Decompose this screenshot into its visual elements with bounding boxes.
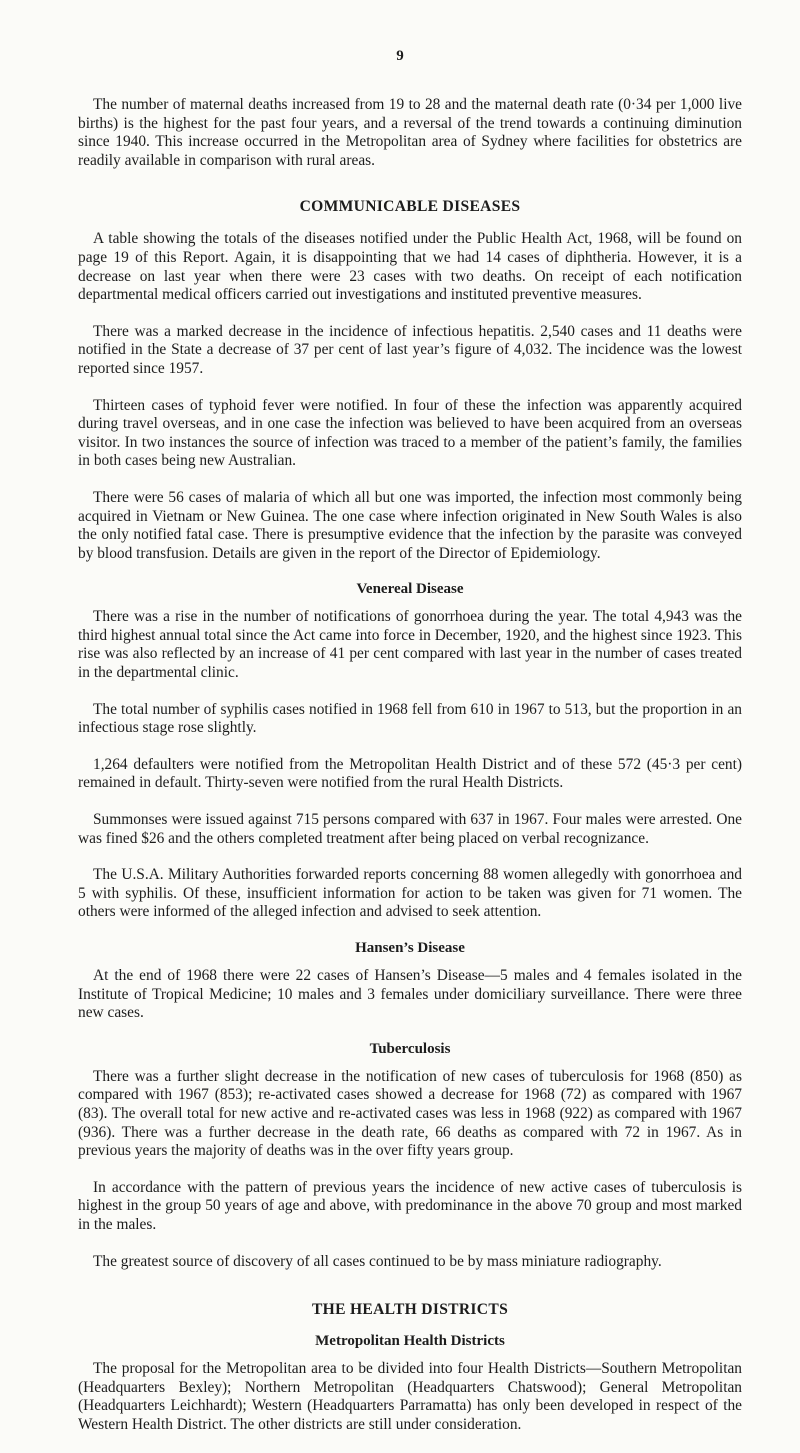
tuberculosis-paragraph-3: The greatest source of discovery of all cases continued to be by mass miniature radiography. <box>93 1252 662 1270</box>
health-districts-heading: THE HEALTH DISTRICTS <box>311 1301 509 1319</box>
intro-paragraph: The number of maternal deaths increased from 19 to 28 and the maternal death rate (0·34 per 1,000 live births) is the highest for the past four years, and a reversal of the trend towards a continuing diminution since 1940. This increase occurred in the Metropolitan area of Sydney where facilities for obstetrics are readily available in comparison with rural areas. <box>78 96 742 169</box>
communicable-paragraph-2: There was a marked decrease in the incidence of infectious hepatitis. 2,540 cases and 11 deaths were notified in the State a decrease of 37 per cent of last year’s figure of 4,032. The incidence was the lowest reported since 1957. <box>78 322 742 377</box>
venereal-paragraph-4: Summonses were issued against 715 persons compared with 637 in 1967. Four males were arrested. One was fined $26 and the others completed treatment after being placed on verbal recognizance. <box>78 811 742 847</box>
venereal-disease-heading: Venereal Disease <box>356 581 464 598</box>
document-body <box>78 96 742 1453</box>
communicable-paragraph-1: A table showing the totals of the diseases notified under the Public Health Act, 1968, will be found on page 19 of this Report. Again, it is disappointing that we had 14 cases of diphtheria. However, it is a decrease on last year when there were 23 cases with two deaths. On receipt of each notification departmental medical officers carried out investigations and instituted preventive measures. <box>78 230 742 304</box>
tuberculosis-paragraph-2: In accordance with the pattern of previous years the incidence of new active cases of tuberculosis is highest in the group 50 years of age and above, with predominance in the above 70 group and most marked in the males. <box>78 1178 742 1233</box>
venereal-paragraph-2: The total number of syphilis cases notified in 1968 fell from 610 in 1967 to 513, but the proportion in an infectious stage rose slightly. <box>78 700 742 737</box>
venereal-paragraph-3: 1,264 defaulters were notified from the Metropolitan Health District and of these 572 (45·3 per cent) remained in default. Thirty-seven were notified from the rural Health Districts. <box>78 755 742 792</box>
communicable-paragraph-3: Thirteen cases of typhoid fever were notified. In four of these the infection was apparently acquired during travel overseas, and in one case the infection was believed to have been acquired from an overseas visitor. In two instances the source of infection was traced to a member of the patient’s family, the families in both cases being new Australian. <box>78 396 742 470</box>
health-districts-paragraph-1: The proposal for the Metropolitan area to be divided into four Health Districts—Southern Metropolitan (Headquarters Bexley); Northern Metropolitan (Headquarters Chatswood); General Metropolitan (Headquarters Leichhardt); Western (Headquarters Parramatta) has only been developed in respect of the Western Health District. The other districts are still under consideration. <box>78 1360 742 1433</box>
hansens-disease-heading: Hansen’s Disease <box>355 940 465 956</box>
tuberculosis-paragraph-1: There was a further slight decrease in the notification of new cases of tuberculosis for 1968 (850) as compared with 1967 (853); re-activated cases showed a decrease for 1968 (72) as compared with 1967 (83). The overall total for new active and re-activated cases was less in 1968 (922) as compared with 1967 (936). There was a further decrease in the death rate, 66 deaths as compared with 72 in 1967. As in previous years the majority of deaths was in the over fifty years group. <box>78 1067 742 1160</box>
venereal-paragraph-1: There was a rise in the number of notifications of gonorrhoea during the year. The total 4,943 was the third highest annual total since the Act came into force in December, 1920, and the highest since 1923. This rise was also reflected by an increase of 41 per cent compared with last year in the number of cases treated in the departmental clinic. <box>78 608 742 682</box>
page-number: 9 <box>396 48 404 64</box>
venereal-paragraph-5: The U.S.A. Military Authorities forwarded reports concerning 88 women allegedly with gonorrhoea and 5 with syphilis. Of these, insufficient information for action to be taken was given for 71 women. The others were informed of the alleged infection and advised to seek attention. <box>78 866 742 921</box>
hansens-paragraph-1: At the end of 1968 there were 22 cases of Hansen’s Disease—5 males and 4 females isolated in the Institute of Tropical Medicine; 10 males and 3 females under domiciliary surveillance. There were three new cases. <box>78 967 742 1022</box>
communicable-paragraph-4: There were 56 cases of malaria of which all but one was imported, the infection most commonly being acquired in Vietnam or New Guinea. The one case where infection originated in New South Wales is also the only notified fatal case. There is presumptive evidence that the infection by the parasite was conveyed by blood transfusion. Details are given in the report of the Director of Epidemiology. <box>78 488 742 562</box>
tuberculosis-heading: Tuberculosis <box>369 1040 451 1057</box>
communicable-diseases-heading: COMMUNICABLE DISEASES <box>299 198 521 216</box>
metropolitan-health-districts-heading: Metropolitan Health Districts <box>315 1333 505 1350</box>
